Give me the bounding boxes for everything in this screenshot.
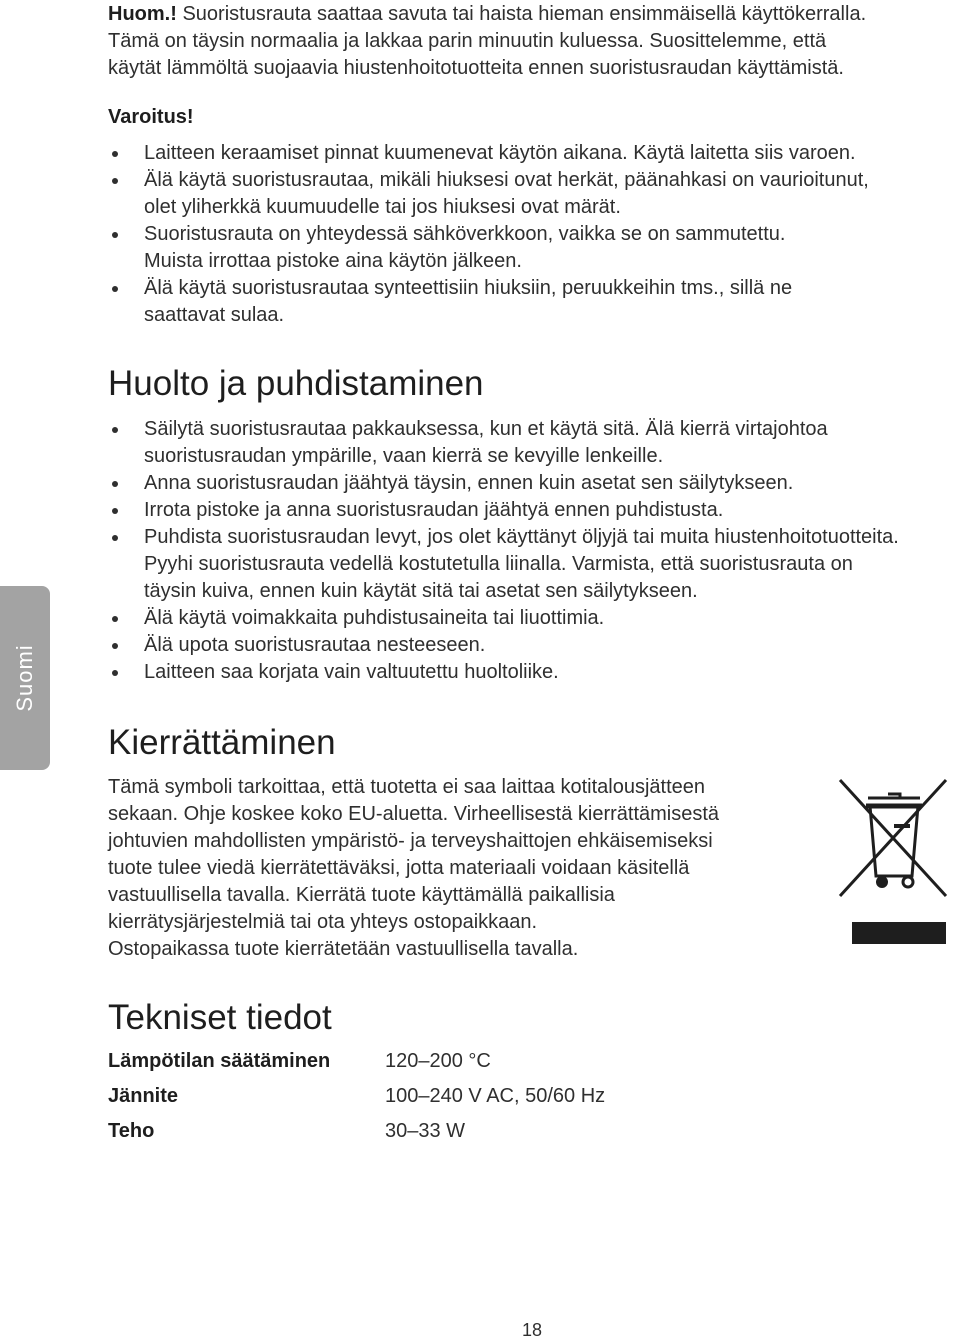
care-item-line: Puhdista suoristusraudan levyt, jos olet käyttänyt öljyjä tai muita hiustenhoitotuotteita. <box>144 526 899 548</box>
specs-row <box>108 1050 605 1085</box>
warning-list <box>108 140 960 329</box>
specs-value: 30–33 W <box>385 1120 466 1142</box>
bullet-icon <box>112 427 118 433</box>
care-item-line: Laitteen saa korjata vain valtuutettu huoltoliike. <box>144 661 559 683</box>
specs-table <box>108 1050 605 1155</box>
bullet-icon <box>112 643 118 649</box>
recycling-line: Ostopaikassa tuote kierrätetään vastuullisella tavalla. <box>108 938 579 960</box>
warning-item-line: Muista irrottaa pistoke aina käytön jälkeen. <box>144 250 522 272</box>
bullet-icon <box>112 508 118 514</box>
bullet-icon <box>112 535 118 541</box>
page-number: 18 <box>521 1320 543 1340</box>
language-side-tab <box>0 586 50 770</box>
bullet-icon <box>112 232 118 238</box>
care-item <box>108 632 960 659</box>
warning-item <box>108 140 960 167</box>
specs-label: Teho <box>108 1120 155 1142</box>
care-item-line: Älä upota suoristusrautaa nesteeseen. <box>144 634 486 656</box>
specs-label: Lämpötilan säätäminen <box>108 1050 331 1072</box>
bullet-icon <box>112 670 118 676</box>
bullet-icon <box>112 286 118 292</box>
specs-label: Jännite <box>108 1085 179 1107</box>
care-item-line: Älä käytä voimakkaita puhdistusaineita tai liuottimia. <box>144 607 605 629</box>
care-item <box>108 470 960 497</box>
warning-item-line: saattavat sulaa. <box>144 304 285 326</box>
side-tab-label: Suomi <box>12 644 37 712</box>
care-item-line: suoristusraudan ympärille, vaan kierrä se kevyille lenkeille. <box>144 445 664 467</box>
care-item <box>108 605 960 632</box>
warning-item-line: Laitteen keraamiset pinnat kuumenevat käytön aikana. Käytä laitetta siis varoen. <box>144 142 856 164</box>
care-item <box>108 659 960 686</box>
recycling-heading: Kierrättäminen <box>108 723 336 762</box>
specs-value: 120–200 °C <box>385 1050 491 1072</box>
warning-item-line: Suoristusrauta on yhteydessä sähköverkkoon, vaikka se on sammutettu. <box>144 223 786 245</box>
warning-item-line: olet yliherkkä kuumuudelle tai jos hiuksesi ovat märät. <box>144 196 621 218</box>
specs-heading: Tekniset tiedot <box>108 998 332 1037</box>
care-item <box>108 524 960 605</box>
recycling-line: Tämä symboli tarkoittaa, että tuotetta ei saa laittaa kotitalousjätteen <box>108 776 705 798</box>
care-heading: Huolto ja puhdistaminen <box>108 364 484 403</box>
recycling-line: vastuullisella tavalla. Kierrätä tuote käyttämällä paikallisia <box>108 884 615 906</box>
warning-item <box>108 167 960 221</box>
notice-label: Huom.! <box>108 3 177 25</box>
warning-item-line: Älä käytä suoristusrautaa, mikäli hiuksesi ovat herkät, päänahkasi on vaurioitunut, <box>144 169 869 191</box>
care-item-line: Säilytä suoristusrautaa pakkauksessa, kun et käytä sitä. Älä kierrä virtajohtoa <box>144 418 828 440</box>
bullet-icon <box>112 616 118 622</box>
care-item-line: Pyyhi suoristusrauta vedellä kostutetulla liinalla. Varmista, että suoristusrauta on <box>144 553 853 575</box>
warning-item-line: Älä käytä suoristusrautaa synteettisiin hiuksiin, peruukkeihin tms., sillä ne <box>144 277 793 299</box>
notice-line-3: käytät lämmöltä suojaavia hiustenhoitotuotteita ennen suoristusraudan käyttämistä. <box>108 57 844 79</box>
notice-paragraph <box>108 1 866 82</box>
care-item-line: Irrota pistoke ja anna suoristusraudan jäähtyä ennen puhdistusta. <box>144 499 724 521</box>
notice-line-1-text: Suoristusrauta saattaa savuta tai haista hieman ensimmäisellä käyttökerralla. <box>182 3 867 25</box>
specs-value: 100–240 V AC, 50/60 Hz <box>385 1085 606 1107</box>
bullet-icon <box>112 151 118 157</box>
care-item <box>108 497 960 524</box>
specs-row <box>108 1085 605 1120</box>
crossed-out-wheelie-bin-icon <box>838 772 950 948</box>
care-item-line: täysin kuiva, ennen kuin käytät sitä tai asetat sen säilytykseen. <box>144 580 698 602</box>
notice-line-2: Tämä on täysin normaalia ja lakkaa parin minuutin kuluessa. Suosittelemme, että <box>108 30 827 52</box>
care-list <box>108 416 960 686</box>
bullet-icon <box>112 178 118 184</box>
recycling-line: sekaan. Ohje koskee koko EU-aluetta. Virheellisestä kierrättämisestä <box>108 803 720 825</box>
recycling-paragraph <box>108 774 719 963</box>
recycling-line: kierrätysjärjestelmiä tai ota yhteys ostopaikkaan. <box>108 911 538 933</box>
recycling-line: tuote tulee viedä kierrätettäväksi, jotta materiaali voidaan käsitellä <box>108 857 690 879</box>
warning-item <box>108 275 960 329</box>
bullet-icon <box>112 481 118 487</box>
warning-heading: Varoitus! <box>108 106 194 128</box>
notice-line-1 <box>108 1 866 28</box>
specs-row <box>108 1120 605 1155</box>
care-item <box>108 416 960 470</box>
recycling-line: johtuvien mahdollisten ympäristö- ja terveyshaittojen ehkäisemiseksi <box>108 830 713 852</box>
warning-item <box>108 221 960 275</box>
care-item-line: Anna suoristusraudan jäähtyä täysin, ennen kuin asetat sen säilytykseen. <box>144 472 794 494</box>
